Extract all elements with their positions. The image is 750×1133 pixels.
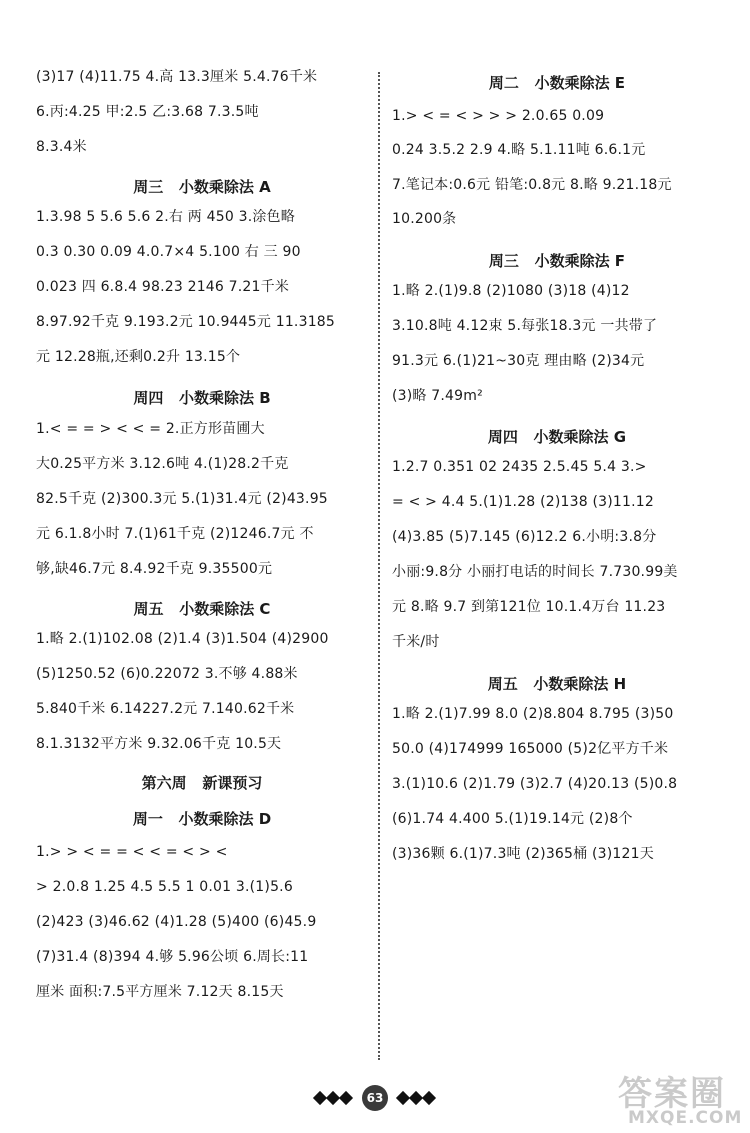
answer-line: 8.1.3132平方米 9.32.06千克 10.5天 xyxy=(36,736,282,752)
answer-line: 1.略 2.(1)9.8 (2)1080 (3)18 (4)12 xyxy=(392,283,630,299)
answer-line: 1.略 2.(1)7.99 8.0 (2)8.804 8.795 (3)50 xyxy=(392,706,674,722)
answer-line: 91.3元 6.(1)21~30克 理由略 (2)34元 xyxy=(392,353,645,369)
section-heading: 周三 小数乘除法 A xyxy=(133,178,271,196)
answer-line: 0.023 四 6.8.4 98.23 2146 7.21千米 xyxy=(36,279,290,295)
diamond-ornament xyxy=(339,1091,353,1105)
answer-line: 10.200条 xyxy=(392,211,457,227)
section-heading: 第六周 新课预习 xyxy=(141,774,263,792)
answer-line: 5.840千米 6.14227.2元 7.140.62千米 xyxy=(36,701,295,717)
section-heading: 周四 小数乘除法 G xyxy=(487,428,627,446)
answer-line: 3.10.8吨 4.12束 5.每张18.3元 一共带了 xyxy=(392,318,658,334)
section-heading: 周五 小数乘除法 H xyxy=(487,675,627,693)
answer-line: 1.3.98 5 5.6 5.6 2.右 两 450 3.涂色略 xyxy=(36,209,295,225)
watermark-url-text: MXQE.COM xyxy=(628,1108,743,1128)
answer-line: 小丽:9.8分 小丽打电话的时间长 7.730.99美 xyxy=(392,564,678,580)
watermark-logo-text: 答案圈 xyxy=(618,1074,726,1114)
answer-line: > 2.0.8 1.25 4.5 5.5 1 0.01 3.(1)5.6 xyxy=(36,879,293,895)
section-heading: 周四 小数乘除法 B xyxy=(133,389,271,407)
answer-line: 1.< = = > < < = 2.正方形苗圃大 xyxy=(36,421,265,437)
section-heading: 周五 小数乘除法 C xyxy=(133,600,271,618)
answer-line: 1.略 2.(1)102.08 (2)1.4 (3)1.504 (4)2900 xyxy=(36,631,329,647)
diamond-ornament xyxy=(422,1091,436,1105)
answer-line: (6)1.74 4.400 5.(1)19.14元 (2)8个 xyxy=(392,811,633,827)
answer-line: 大0.25平方米 3.12.6吨 4.(1)28.2千克 xyxy=(36,456,289,472)
column-divider xyxy=(378,72,380,1060)
answer-line: 元 6.1.8小时 7.(1)61千克 (2)1246.7元 不 xyxy=(36,526,314,542)
page-number: 63 xyxy=(362,1085,388,1111)
answer-line: (2)423 (3)46.62 (4)1.28 (5)400 (6)45.9 xyxy=(36,914,317,930)
answer-line: (4)3.85 (5)7.145 (6)12.2 6.小明:3.8分 xyxy=(392,529,657,545)
answer-line: (3)略 7.49m² xyxy=(392,388,483,404)
answer-line: (3)36颗 6.(1)7.3吨 (2)365桶 (3)121天 xyxy=(392,846,654,862)
answer-line: 厘米 面积:7.5平方厘米 7.12天 8.15天 xyxy=(36,984,284,1000)
answer-line: 8.97.92千克 9.193.2元 10.9445元 11.3185 xyxy=(36,314,336,330)
answer-line: 82.5千克 (2)300.3元 5.(1)31.4元 (2)43.95 xyxy=(36,491,328,507)
section-heading: 周二 小数乘除法 E xyxy=(488,74,626,92)
answer-line: 元 8.略 9.7 到第121位 10.1.4万台 11.23 xyxy=(392,599,666,615)
answer-line: 7.笔记本:0.6元 铅笔:0.8元 8.略 9.21.18元 xyxy=(392,177,672,193)
answer-line: (5)1250.52 (6)0.22072 3.不够 4.88米 xyxy=(36,666,298,682)
answer-line: 千米/时 xyxy=(392,634,440,650)
answer-line: 0.24 3.5.2 2.9 4.略 5.1.11吨 6.6.1元 xyxy=(392,142,646,158)
section-heading: 周三 小数乘除法 F xyxy=(488,252,626,270)
answer-line: 3.(1)10.6 (2)1.79 (3)2.7 (4)20.13 (5)0.8 xyxy=(392,776,678,792)
answer-line: 0.3 0.30 0.09 4.0.7×4 5.100 右 三 90 xyxy=(36,244,301,260)
answer-line: = < > 4.4 5.(1)1.28 (2)138 (3)11.12 xyxy=(392,494,654,510)
answer-line: (7)31.4 (8)394 4.够 5.96公顷 6.周长:11 xyxy=(36,949,309,965)
answer-line: 元 12.28瓶,还剩0.2升 13.15个 xyxy=(36,349,241,365)
answer-line: 8.3.4米 xyxy=(36,139,87,155)
watermark xyxy=(612,1064,742,1130)
answer-line: 1.> < = < > > > 2.0.65 0.09 xyxy=(392,108,605,124)
answer-line: 6.丙:4.25 甲:2.5 乙:3.68 7.3.5吨 xyxy=(36,104,259,120)
section-heading: 周一 小数乘除法 D xyxy=(132,810,272,828)
answer-line: 够,缺46.7元 8.4.92千克 9.35500元 xyxy=(36,561,273,577)
answer-line: 1.2.7 0.351 02 2435 2.5.45 5.4 3.> xyxy=(392,459,647,475)
answer-line: (3)17 (4)11.75 4.高 13.3厘米 5.4.76千米 xyxy=(36,69,318,85)
answer-line: 1.> > < = = < < = < > < xyxy=(36,844,228,860)
answer-line: 50.0 (4)174999 165000 (5)2亿平方千米 xyxy=(392,741,669,757)
